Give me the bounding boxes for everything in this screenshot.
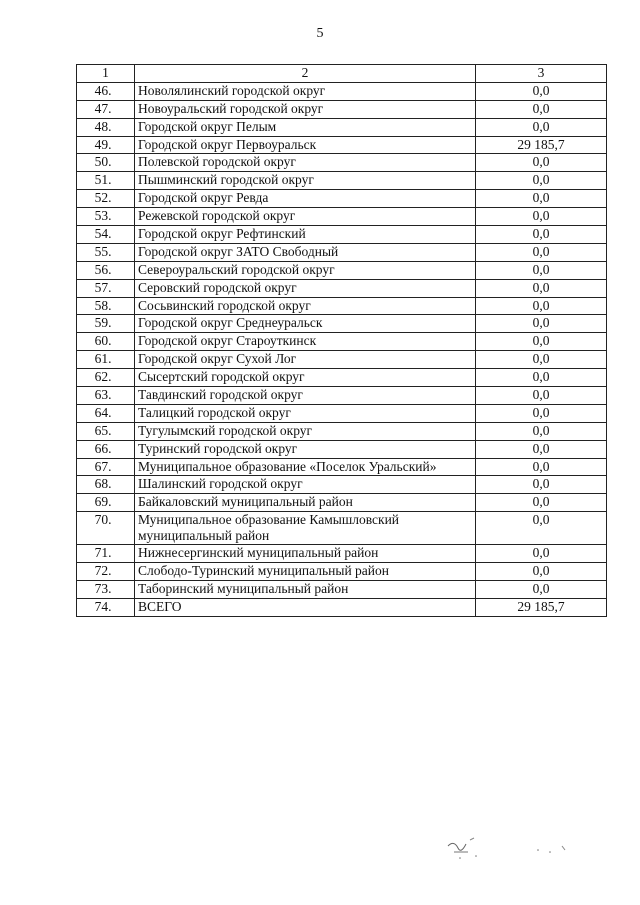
row-value: 0,0 — [476, 226, 607, 244]
row-name: Слободо-Туринский муниципальный район — [135, 563, 476, 581]
row-value: 0,0 — [476, 333, 607, 351]
row-number: 50. — [77, 154, 135, 172]
table-row — [77, 545, 607, 563]
row-number: 59. — [77, 315, 135, 333]
row-name: Новолялинский городской округ — [135, 82, 476, 100]
row-value: 29 185,7 — [476, 136, 607, 154]
row-number: 47. — [77, 100, 135, 118]
header-cell: 1 — [77, 65, 135, 83]
row-number: 48. — [77, 118, 135, 136]
table-body — [77, 65, 607, 617]
row-value: 0,0 — [476, 404, 607, 422]
table-row — [77, 154, 607, 172]
row-name: Режевской городской округ — [135, 208, 476, 226]
table-row — [77, 190, 607, 208]
row-number: 51. — [77, 172, 135, 190]
table-row — [77, 369, 607, 387]
table-row — [77, 351, 607, 369]
table-header-row — [77, 65, 607, 83]
signature-mark — [440, 830, 580, 870]
table-row — [77, 82, 607, 100]
table-row — [77, 476, 607, 494]
table-row — [77, 136, 607, 154]
row-number: 67. — [77, 458, 135, 476]
row-name: Городской округ Первоуральск — [135, 136, 476, 154]
row-number: 71. — [77, 545, 135, 563]
row-name: Серовский городской округ — [135, 279, 476, 297]
row-number: 58. — [77, 297, 135, 315]
table-row — [77, 422, 607, 440]
row-value: 0,0 — [476, 422, 607, 440]
table-row — [77, 512, 607, 545]
table-row — [77, 563, 607, 581]
header-cell: 2 — [135, 65, 476, 83]
row-value: 0,0 — [476, 387, 607, 405]
table-row — [77, 404, 607, 422]
row-number: 53. — [77, 208, 135, 226]
row-name: Новоуральский городской округ — [135, 100, 476, 118]
row-value: 0,0 — [476, 440, 607, 458]
table-row — [77, 208, 607, 226]
row-name: Городской округ Рефтинский — [135, 226, 476, 244]
row-value: 0,0 — [476, 243, 607, 261]
row-number: 49. — [77, 136, 135, 154]
table-row — [77, 333, 607, 351]
row-value: 0,0 — [476, 154, 607, 172]
row-name: Байкаловский муниципальный район — [135, 494, 476, 512]
row-name: Пышминский городской округ — [135, 172, 476, 190]
table-row — [77, 118, 607, 136]
row-name: Нижнесергинский муниципальный район — [135, 545, 476, 563]
row-value: 0,0 — [476, 261, 607, 279]
row-value: 29 185,7 — [476, 598, 607, 616]
row-name: Полевской городской округ — [135, 154, 476, 172]
row-value: 0,0 — [476, 297, 607, 315]
row-number: 54. — [77, 226, 135, 244]
table-row — [77, 387, 607, 405]
row-number: 70. — [77, 512, 135, 545]
row-number: 62. — [77, 369, 135, 387]
row-value: 0,0 — [476, 279, 607, 297]
table-row — [77, 598, 607, 616]
row-value: 0,0 — [476, 458, 607, 476]
row-name: Тавдинский городской округ — [135, 387, 476, 405]
row-value: 0,0 — [476, 545, 607, 563]
table-row — [77, 172, 607, 190]
row-name: Муниципальное образование Камышловский муниципальный район — [135, 512, 476, 545]
row-number: 69. — [77, 494, 135, 512]
row-value: 0,0 — [476, 82, 607, 100]
row-name: Городской округ Сухой Лог — [135, 351, 476, 369]
row-value: 0,0 — [476, 315, 607, 333]
row-value: 0,0 — [476, 494, 607, 512]
row-name: Шалинский городской округ — [135, 476, 476, 494]
row-number: 46. — [77, 82, 135, 100]
row-number: 63. — [77, 387, 135, 405]
row-value: 0,0 — [476, 172, 607, 190]
row-number: 61. — [77, 351, 135, 369]
row-value: 0,0 — [476, 369, 607, 387]
row-value: 0,0 — [476, 512, 607, 545]
table-row — [77, 494, 607, 512]
row-number: 66. — [77, 440, 135, 458]
table-row — [77, 458, 607, 476]
header-cell: 3 — [476, 65, 607, 83]
row-name: Туринский городской округ — [135, 440, 476, 458]
table-row — [77, 581, 607, 599]
row-name: Сысертский городской округ — [135, 369, 476, 387]
row-name: Городской округ Ревда — [135, 190, 476, 208]
row-value: 0,0 — [476, 190, 607, 208]
table-row — [77, 243, 607, 261]
row-name: Тугулымский городской округ — [135, 422, 476, 440]
row-value: 0,0 — [476, 476, 607, 494]
row-number: 55. — [77, 243, 135, 261]
row-number: 68. — [77, 476, 135, 494]
table-row — [77, 297, 607, 315]
row-number: 64. — [77, 404, 135, 422]
table-row — [77, 440, 607, 458]
row-name: Муниципальное образование «Поселок Уральский» — [135, 458, 476, 476]
row-number: 65. — [77, 422, 135, 440]
row-name: ВСЕГО — [135, 598, 476, 616]
row-name: Городской округ Староуткинск — [135, 333, 476, 351]
table-row — [77, 226, 607, 244]
row-value: 0,0 — [476, 563, 607, 581]
row-name: Сосьвинский городской округ — [135, 297, 476, 315]
row-number: 57. — [77, 279, 135, 297]
row-number: 73. — [77, 581, 135, 599]
row-value: 0,0 — [476, 100, 607, 118]
row-value: 0,0 — [476, 118, 607, 136]
row-name: Городской округ Пелым — [135, 118, 476, 136]
table-row — [77, 261, 607, 279]
row-value: 0,0 — [476, 208, 607, 226]
table-row — [77, 100, 607, 118]
row-number: 52. — [77, 190, 135, 208]
row-number: 74. — [77, 598, 135, 616]
row-value: 0,0 — [476, 581, 607, 599]
row-name: Городской округ Среднеуральск — [135, 315, 476, 333]
row-number: 72. — [77, 563, 135, 581]
table-row — [77, 315, 607, 333]
data-table — [76, 64, 607, 617]
row-name: Городской округ ЗАТО Свободный — [135, 243, 476, 261]
page-number: 5 — [316, 26, 324, 41]
table-row — [77, 279, 607, 297]
row-value: 0,0 — [476, 351, 607, 369]
row-name: Таборинский муниципальный район — [135, 581, 476, 599]
row-name: Североуральский городской округ — [135, 261, 476, 279]
row-number: 56. — [77, 261, 135, 279]
row-name: Талицкий городской округ — [135, 404, 476, 422]
row-number: 60. — [77, 333, 135, 351]
